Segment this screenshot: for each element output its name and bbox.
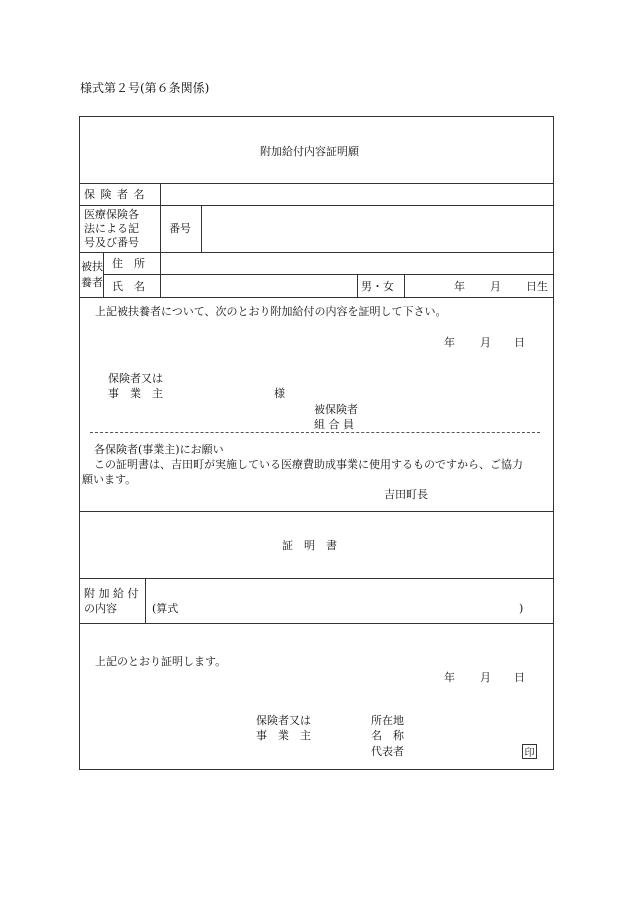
certificate-title: 証 明 書 bbox=[282, 539, 337, 552]
insurance-number-field[interactable] bbox=[202, 206, 552, 252]
insurer-name-label: 保 険 者 名 bbox=[84, 188, 146, 201]
address-field[interactable] bbox=[161, 253, 552, 274]
formula-close: ) bbox=[519, 602, 524, 615]
certify-day-label: 日 bbox=[514, 671, 525, 684]
rule bbox=[79, 511, 553, 512]
certify-employer-label: 事 業 主 bbox=[256, 729, 311, 742]
name-label: 氏 名 bbox=[112, 280, 145, 293]
seal-mark: 印 bbox=[522, 744, 537, 759]
birth-year-label: 年 bbox=[454, 280, 465, 293]
rule bbox=[79, 297, 553, 298]
form-title: 附加給付内容証明願 bbox=[260, 145, 359, 158]
insurance-law-label-line1: 医療保険各 bbox=[84, 208, 139, 221]
representative-label: 代表者 bbox=[371, 745, 404, 758]
member-label: 組 合 員 bbox=[314, 418, 354, 431]
request-employer-label: 事 業 主 bbox=[108, 387, 163, 400]
rule bbox=[145, 578, 146, 623]
rule bbox=[79, 623, 553, 624]
formula-open: (算式 bbox=[152, 602, 179, 615]
benefit-label-line1: 附 加 給 付 bbox=[84, 587, 139, 600]
sex-selector[interactable]: 男・女 bbox=[361, 280, 394, 293]
insurance-law-label-line3: 号及び番号 bbox=[84, 236, 139, 249]
request-month-label: 月 bbox=[480, 336, 491, 349]
birth-month-label: 月 bbox=[490, 280, 501, 293]
dependent-label-bottom: 養者 bbox=[81, 276, 103, 289]
rule bbox=[79, 578, 553, 579]
request-year-label: 年 bbox=[444, 336, 455, 349]
honorific-label: 様 bbox=[274, 387, 285, 400]
rule bbox=[404, 274, 405, 297]
notice-signer: 吉田町長 bbox=[384, 488, 428, 501]
certify-insurer-label: 保険者又は bbox=[256, 714, 311, 727]
certify-year-label: 年 bbox=[444, 671, 455, 684]
notice-body-line2: 願います。 bbox=[82, 473, 137, 486]
address-label: 住 所 bbox=[112, 257, 145, 270]
notice-body-line1: この証明書は、吉田町が実施している医療費助成事業に使用するものですから、ご協力 bbox=[94, 458, 523, 471]
birth-day-label: 日生 bbox=[526, 280, 548, 293]
rule bbox=[103, 252, 104, 297]
insured-label: 被保険者 bbox=[314, 403, 358, 416]
insurance-law-label-line2: 法による記 bbox=[84, 222, 139, 235]
insurer-name-field[interactable] bbox=[161, 184, 552, 205]
address-location-label: 所在地 bbox=[371, 714, 404, 727]
request-day-label: 日 bbox=[514, 336, 525, 349]
notice-heading: 各保険者(事業主)にお願い bbox=[94, 443, 224, 456]
formula-field[interactable] bbox=[190, 598, 510, 618]
name-field[interactable] bbox=[161, 275, 357, 297]
certify-month-label: 月 bbox=[480, 671, 491, 684]
benefit-label-line2: の内容 bbox=[84, 602, 117, 615]
certify-text: 上記のとおり証明します。 bbox=[95, 655, 227, 668]
rule bbox=[357, 274, 358, 297]
separator-dashed bbox=[90, 432, 540, 433]
dependent-label-top: 被扶 bbox=[81, 260, 103, 273]
number-label: 番号 bbox=[169, 222, 191, 235]
request-text: 上記被扶養者について、次のとおり附加給付の内容を証明して下さい。 bbox=[95, 305, 447, 318]
form-number: 様式第２号(第６条関係) bbox=[80, 81, 210, 95]
company-name-label: 名 称 bbox=[371, 729, 404, 742]
request-insurer-label: 保険者又は bbox=[108, 372, 163, 385]
